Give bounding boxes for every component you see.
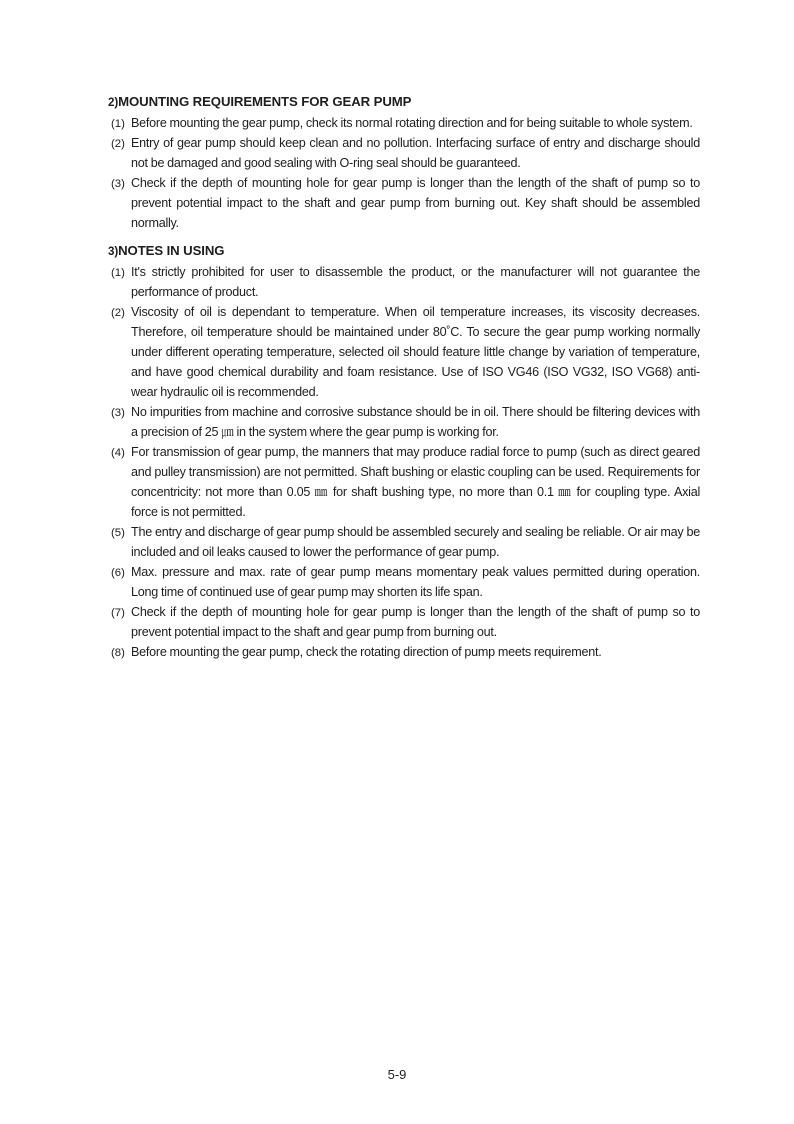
- section-notes-in-using: [108, 241, 700, 662]
- list-item: [108, 442, 700, 522]
- section-heading: [108, 92, 700, 113]
- item-text: Check if the depth of mounting hole for gear pump is longer than the length of the shaft of pump so to prevent potential impact to the shaft and gear pump from burning out. Key shaft should be assembled normally.: [131, 176, 700, 230]
- list-item: [108, 262, 700, 302]
- item-marker: (5): [111, 527, 125, 539]
- page-content: [108, 92, 700, 662]
- item-marker: (7): [111, 607, 125, 619]
- item-text: Before mounting the gear pump, check its normal rotating direction and for being suitable to whole system.: [131, 116, 693, 130]
- item-marker: (2): [111, 307, 125, 319]
- list-item: [108, 113, 700, 133]
- item-marker: (1): [111, 118, 125, 130]
- item-marker: (1): [111, 267, 125, 279]
- section-title: MOUNTING REQUIREMENTS FOR GEAR PUMP: [118, 94, 412, 109]
- section-title: NOTES IN USING: [118, 243, 225, 258]
- list-item: [108, 173, 700, 233]
- requirement-list: [108, 113, 700, 233]
- list-item: [108, 642, 700, 662]
- item-text: For transmission of gear pump, the manners that may produce radial force to pump (such as direct geared and pulley transmission) are not permitted. Shaft bushing or elastic coupling can be used. Requirements for concentricity: not more than 0.05 ㎜ for shaft bushing type, no more than 0.1 ㎜ for coupling type. Axial force is not permitted.: [131, 445, 700, 519]
- item-marker: (2): [111, 138, 125, 150]
- item-marker: (3): [111, 407, 125, 419]
- item-text: Viscosity of oil is dependant to temperature. When oil temperature increases, its viscosity decreases. Therefore, oil temperature should be maintained under 80˚C. To secure the gear pump working normally under different operating temperature, selected oil should feature little change by variation of temperature, and have good chemical durability and foam resistance. Use of ISO VG46 (ISO VG32, ISO VG68) anti-wear hydraulic oil is recommended.: [131, 305, 700, 399]
- item-text: Check if the depth of mounting hole for gear pump is longer than the length of the shaft of pump so to prevent potential impact to the shaft and gear pump from burning out.: [131, 605, 700, 639]
- section-mounting-requirements: [108, 92, 700, 233]
- section-number: 3): [108, 245, 119, 258]
- item-text: Entry of gear pump should keep clean and no pollution. Interfacing surface of entry and discharge should not be damaged and good sealing with O-ring seal should be guaranteed.: [131, 136, 700, 170]
- item-marker: (8): [111, 647, 125, 659]
- item-text: Max. pressure and max. rate of gear pump means momentary peak values permitted during operation. Long time of continued use of gear pump may shorten its life span.: [131, 565, 700, 599]
- item-text: No impurities from machine and corrosive substance should be in oil. There should be filtering devices with a precision of 25 ㎛ in the system where the gear pump is working for.: [131, 405, 700, 439]
- section-heading: [108, 241, 700, 262]
- notes-list: [108, 262, 700, 662]
- list-item: [108, 133, 700, 173]
- item-marker: (6): [111, 567, 125, 579]
- item-text: Before mounting the gear pump, check the rotating direction of pump meets requirement.: [131, 645, 602, 659]
- list-item: [108, 302, 700, 402]
- list-item: [108, 562, 700, 602]
- section-number: 2): [108, 96, 119, 109]
- item-marker: (3): [111, 178, 125, 190]
- item-text: It's strictly prohibited for user to disassemble the product, or the manufacturer will not guarantee the performance of product.: [131, 265, 700, 299]
- item-text: The entry and discharge of gear pump should be assembled securely and sealing be reliable. Or air may be included and oil leaks caused to lower the performance of gear pump.: [131, 525, 700, 559]
- list-item: [108, 402, 700, 442]
- list-item: [108, 602, 700, 642]
- item-marker: (4): [111, 447, 125, 459]
- page-number: 5-9: [387, 1067, 407, 1082]
- list-item: [108, 522, 700, 562]
